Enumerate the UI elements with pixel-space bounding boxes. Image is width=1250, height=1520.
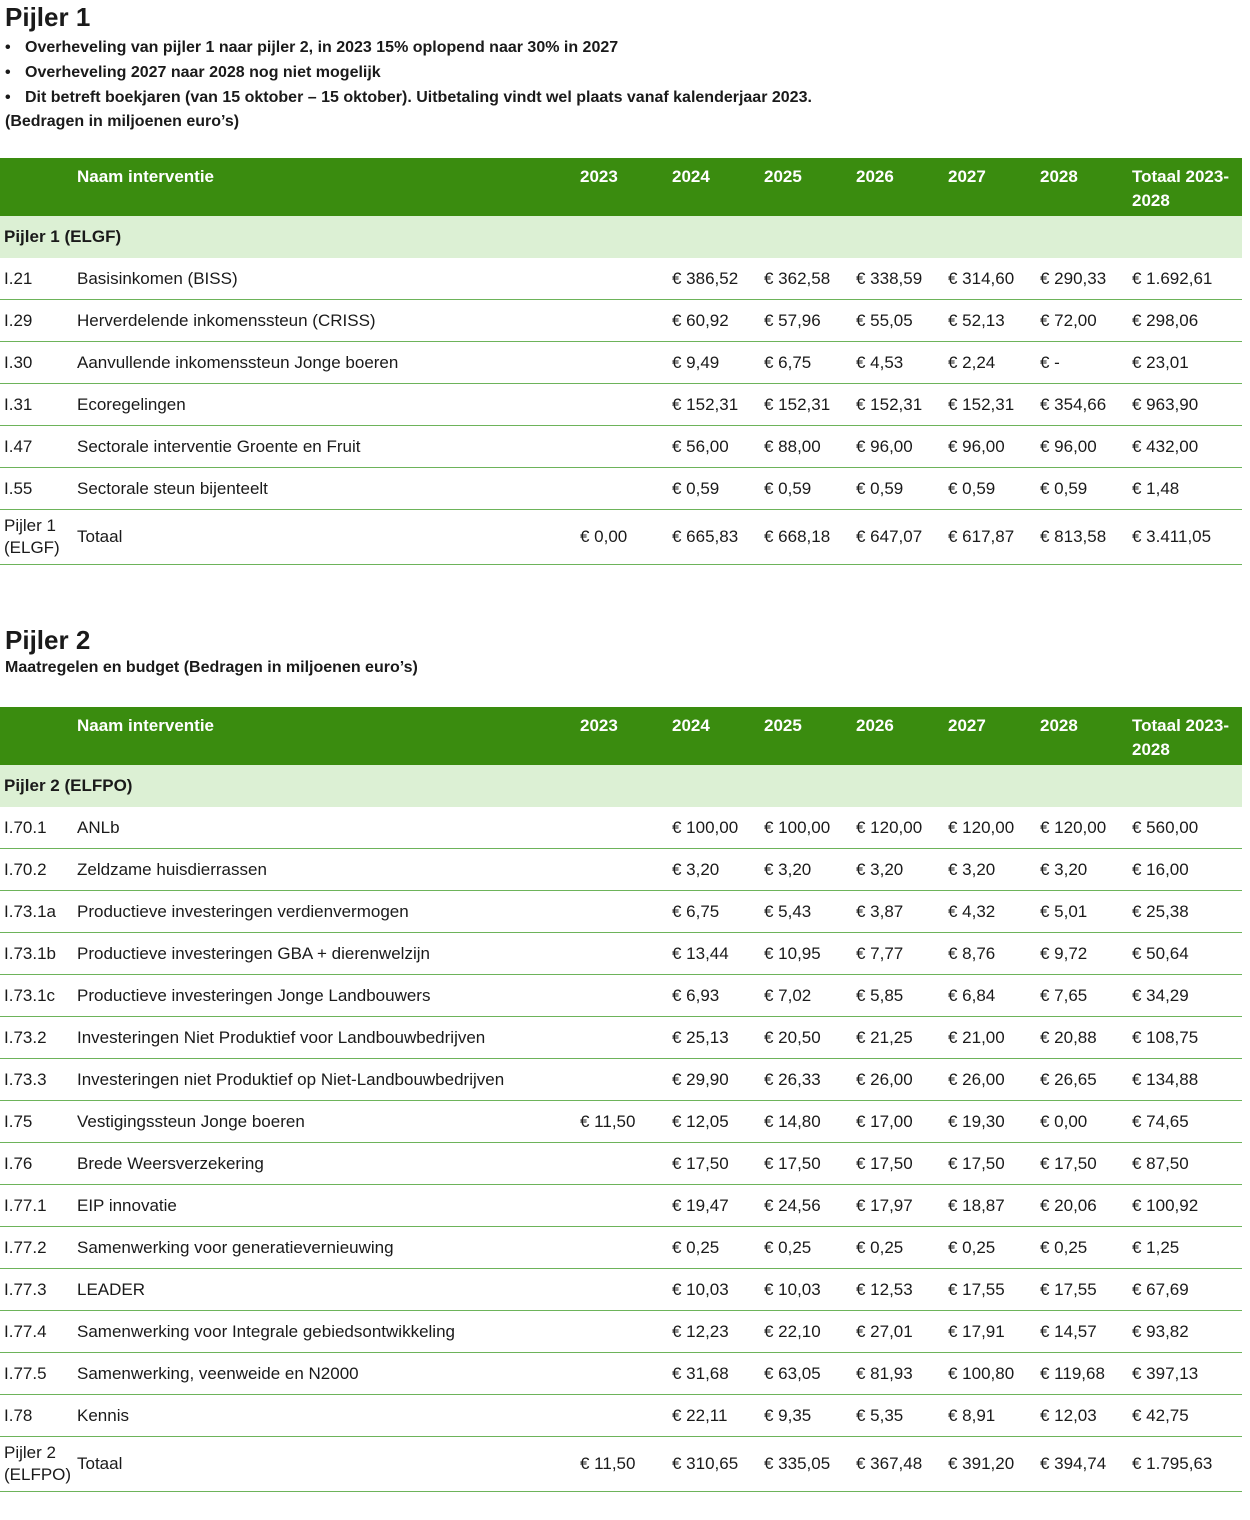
amount-cell: € 432,00	[1132, 426, 1242, 468]
amount-cell: € 152,31	[672, 384, 764, 426]
header-cell: 2027	[948, 158, 1040, 216]
total-code-line: Pijler 1	[4, 516, 56, 535]
table-row	[0, 1017, 1242, 1059]
total-code-line: (ELFPO)	[4, 1465, 72, 1484]
pijler1-notes	[0, 35, 1250, 110]
amount-cell: € 1,48	[1132, 468, 1242, 510]
amount-cell: € 0,00	[1040, 1101, 1132, 1143]
amount-cell: € 100,92	[1132, 1185, 1242, 1227]
amount-cell	[580, 1395, 672, 1437]
amount-cell: € 9,35	[764, 1395, 856, 1437]
amount-cell: € 88,00	[764, 426, 856, 468]
total-amount-cell: € 0,00	[580, 510, 672, 565]
amount-cell: € 17,50	[1040, 1143, 1132, 1185]
total-amount-cell: € 11,50	[580, 1437, 672, 1492]
amount-cell: € 119,68	[1040, 1353, 1132, 1395]
total-amount-cell: € 310,65	[672, 1437, 764, 1492]
table-row	[0, 342, 1242, 384]
intervention-name: Ecoregelingen	[77, 384, 580, 426]
amount-cell: € 100,00	[672, 807, 764, 849]
table-row	[0, 384, 1242, 426]
amount-cell: € 7,65	[1040, 975, 1132, 1017]
intervention-code: I.31	[0, 384, 77, 426]
intervention-name: ANLb	[77, 807, 580, 849]
amount-cell: € 0,59	[1040, 468, 1132, 510]
amount-cell: € 0,25	[948, 1227, 1040, 1269]
intervention-name: Samenwerking voor Integrale gebiedsontwikkeling	[77, 1311, 580, 1353]
total-amount-cell: € 617,87	[948, 510, 1040, 565]
amount-cell: € 8,76	[948, 933, 1040, 975]
group-row	[0, 216, 1242, 258]
amount-cell: € 5,01	[1040, 891, 1132, 933]
amount-cell: € 4,32	[948, 891, 1040, 933]
amount-cell: € 96,00	[948, 426, 1040, 468]
amount-cell	[580, 1311, 672, 1353]
amount-cell: € 42,75	[1132, 1395, 1242, 1437]
header-cell: 2027	[948, 707, 1040, 765]
amount-cell: € 24,56	[764, 1185, 856, 1227]
pijler2-subnote: Maatregelen en budget (Bedragen in miljoenen euro’s)	[5, 659, 418, 676]
amount-cell: € 26,33	[764, 1059, 856, 1101]
amount-cell: € 3,87	[856, 891, 948, 933]
amount-cell: € 397,13	[1132, 1353, 1242, 1395]
amount-cell	[580, 975, 672, 1017]
amount-cell: € 0,25	[672, 1227, 764, 1269]
amount-cell: € 560,00	[1132, 807, 1242, 849]
intervention-code: I.29	[0, 300, 77, 342]
intervention-code: I.75	[0, 1101, 77, 1143]
amount-cell: € 96,00	[856, 426, 948, 468]
intervention-code: I.76	[0, 1143, 77, 1185]
table-row	[0, 891, 1242, 933]
total-amount-cell: € 1.795,63	[1132, 1437, 1242, 1492]
intervention-name: Productieve investeringen GBA + dierenwelzijn	[77, 933, 580, 975]
header-cell: 2028	[1040, 707, 1132, 765]
table-row	[0, 1101, 1242, 1143]
amount-cell: € 22,11	[672, 1395, 764, 1437]
amount-cell: € 16,00	[1132, 849, 1242, 891]
amount-cell: € -	[1040, 342, 1132, 384]
amount-cell: € 354,66	[1040, 384, 1132, 426]
intervention-code: I.77.5	[0, 1353, 77, 1395]
amount-cell: € 17,50	[856, 1143, 948, 1185]
pijler1-subnote: (Bedragen in miljoenen euro’s)	[5, 113, 240, 130]
amount-cell: € 6,93	[672, 975, 764, 1017]
total-row	[0, 510, 1242, 565]
amount-cell	[580, 1059, 672, 1101]
amount-cell: € 120,00	[1040, 807, 1132, 849]
amount-cell: € 12,03	[1040, 1395, 1132, 1437]
header-cell: Totaal 2023-2028	[1132, 158, 1242, 216]
amount-cell: € 74,65	[1132, 1101, 1242, 1143]
amount-cell	[580, 300, 672, 342]
amount-cell: € 6,75	[764, 342, 856, 384]
amount-cell: € 12,05	[672, 1101, 764, 1143]
header-cell: 2024	[672, 707, 764, 765]
total-amount-cell: € 335,05	[764, 1437, 856, 1492]
total-label: Totaal	[77, 1437, 580, 1492]
amount-cell: € 9,49	[672, 342, 764, 384]
table-row	[0, 975, 1242, 1017]
amount-cell: € 20,06	[1040, 1185, 1132, 1227]
amount-cell: € 108,75	[1132, 1017, 1242, 1059]
amount-cell: € 17,00	[856, 1101, 948, 1143]
amount-cell: € 3,20	[764, 849, 856, 891]
amount-cell: € 338,59	[856, 258, 948, 300]
amount-cell: € 17,55	[948, 1269, 1040, 1311]
table-row	[0, 1185, 1242, 1227]
pijler2-intro	[0, 625, 1250, 679]
amount-cell: € 0,59	[764, 468, 856, 510]
amount-cell: € 100,00	[764, 807, 856, 849]
amount-cell: € 10,03	[764, 1269, 856, 1311]
amount-cell: € 31,68	[672, 1353, 764, 1395]
amount-cell: € 60,92	[672, 300, 764, 342]
intervention-name: Sectorale interventie Groente en Fruit	[77, 426, 580, 468]
amount-cell: € 72,00	[1040, 300, 1132, 342]
amount-cell: € 21,25	[856, 1017, 948, 1059]
amount-cell: € 20,50	[764, 1017, 856, 1059]
group-row	[0, 765, 1242, 807]
amount-cell: € 50,64	[1132, 933, 1242, 975]
intervention-name: Basisinkomen (BISS)	[77, 258, 580, 300]
intervention-code: I.78	[0, 1395, 77, 1437]
amount-cell: € 96,00	[1040, 426, 1132, 468]
amount-cell: € 1,25	[1132, 1227, 1242, 1269]
total-amount-cell: € 391,20	[948, 1437, 1040, 1492]
header-cell: 2023	[580, 707, 672, 765]
table-row	[0, 300, 1242, 342]
table-row	[0, 1311, 1242, 1353]
intervention-name: Investeringen Niet Produktief voor Landbouwbedrijven	[77, 1017, 580, 1059]
header-cell: 2024	[672, 158, 764, 216]
amount-cell: € 20,88	[1040, 1017, 1132, 1059]
table-header	[0, 158, 1242, 216]
header-cell: 2026	[856, 158, 948, 216]
amount-cell: € 290,33	[1040, 258, 1132, 300]
intervention-code: I.73.1a	[0, 891, 77, 933]
intervention-name: Samenwerking, veenweide en N2000	[77, 1353, 580, 1395]
intervention-code: I.30	[0, 342, 77, 384]
total-code-line: Pijler 2	[4, 1443, 56, 1462]
amount-cell: € 56,00	[672, 426, 764, 468]
amount-cell: € 23,01	[1132, 342, 1242, 384]
amount-cell	[580, 1017, 672, 1059]
intervention-name: EIP innovatie	[77, 1185, 580, 1227]
pijler1-title: Pijler 1	[5, 2, 91, 32]
amount-cell: € 10,03	[672, 1269, 764, 1311]
table-row	[0, 1269, 1242, 1311]
amount-cell: € 12,23	[672, 1311, 764, 1353]
table-row	[0, 468, 1242, 510]
header-cell	[0, 707, 77, 765]
intervention-name: Zeldzame huisdierrassen	[77, 849, 580, 891]
total-amount-cell: € 3.411,05	[1132, 510, 1242, 565]
intervention-code: I.73.1c	[0, 975, 77, 1017]
amount-cell: € 14,80	[764, 1101, 856, 1143]
amount-cell	[580, 258, 672, 300]
pijler1-table-body	[0, 216, 1242, 565]
total-amount-cell: € 367,48	[856, 1437, 948, 1492]
amount-cell: € 67,69	[1132, 1269, 1242, 1311]
amount-cell: € 55,05	[856, 300, 948, 342]
amount-cell: € 25,38	[1132, 891, 1242, 933]
amount-cell: € 6,84	[948, 975, 1040, 1017]
amount-cell	[580, 1227, 672, 1269]
table-row	[0, 1353, 1242, 1395]
intervention-code: I.77.3	[0, 1269, 77, 1311]
amount-cell: € 0,25	[764, 1227, 856, 1269]
amount-cell: € 27,01	[856, 1311, 948, 1353]
amount-cell: € 134,88	[1132, 1059, 1242, 1101]
amount-cell: € 152,31	[856, 384, 948, 426]
pijler1-intro	[0, 2, 1250, 133]
amount-cell: € 22,10	[764, 1311, 856, 1353]
table-row	[0, 1395, 1242, 1437]
amount-cell: € 963,90	[1132, 384, 1242, 426]
intervention-name: Productieve investeringen verdienvermogen	[77, 891, 580, 933]
intervention-code: I.73.2	[0, 1017, 77, 1059]
intervention-name: LEADER	[77, 1269, 580, 1311]
amount-cell: € 26,00	[948, 1059, 1040, 1101]
amount-cell: € 298,06	[1132, 300, 1242, 342]
intervention-code: I.73.3	[0, 1059, 77, 1101]
intervention-code: I.70.1	[0, 807, 77, 849]
intervention-code: I.73.1b	[0, 933, 77, 975]
amount-cell: € 18,87	[948, 1185, 1040, 1227]
note-item: • Overheveling 2027 naar 2028 nog niet mogelijk	[5, 64, 381, 81]
amount-cell: € 7,02	[764, 975, 856, 1017]
amount-cell: € 17,91	[948, 1311, 1040, 1353]
amount-cell	[580, 426, 672, 468]
amount-cell: € 3,20	[672, 849, 764, 891]
pijler2-title: Pijler 2	[5, 625, 91, 655]
amount-cell: € 7,77	[856, 933, 948, 975]
header-cell: 2026	[856, 707, 948, 765]
total-label: Totaal	[77, 510, 580, 565]
amount-cell	[580, 384, 672, 426]
total-amount-cell: € 813,58	[1040, 510, 1132, 565]
intervention-code: I.77.2	[0, 1227, 77, 1269]
amount-cell	[580, 1269, 672, 1311]
intervention-code: I.70.2	[0, 849, 77, 891]
amount-cell: € 57,96	[764, 300, 856, 342]
pijler2-table-body	[0, 765, 1242, 1492]
amount-cell: € 25,13	[672, 1017, 764, 1059]
amount-cell: € 314,60	[948, 258, 1040, 300]
amount-cell: € 12,53	[856, 1269, 948, 1311]
amount-cell: € 3,20	[1040, 849, 1132, 891]
table-row	[0, 1227, 1242, 1269]
intervention-code: I.55	[0, 468, 77, 510]
amount-cell: € 13,44	[672, 933, 764, 975]
amount-cell: € 120,00	[856, 807, 948, 849]
total-code-line: (ELGF)	[4, 538, 60, 557]
intervention-name: Sectorale steun bijenteelt	[77, 468, 580, 510]
amount-cell: € 1.692,61	[1132, 258, 1242, 300]
intervention-name: Vestigingssteun Jonge boeren	[77, 1101, 580, 1143]
intervention-code: I.47	[0, 426, 77, 468]
header-cell	[0, 158, 77, 216]
amount-cell: € 21,00	[948, 1017, 1040, 1059]
amount-cell: € 11,50	[580, 1101, 672, 1143]
amount-cell: € 0,59	[856, 468, 948, 510]
header-cell: Totaal 2023-2028	[1132, 707, 1242, 765]
amount-cell: € 2,24	[948, 342, 1040, 384]
header-cell: 2025	[764, 707, 856, 765]
amount-cell	[580, 1185, 672, 1227]
amount-cell: € 26,65	[1040, 1059, 1132, 1101]
amount-cell: € 152,31	[764, 384, 856, 426]
amount-cell: € 0,59	[948, 468, 1040, 510]
header-cell: 2028	[1040, 158, 1132, 216]
amount-cell: € 362,58	[764, 258, 856, 300]
table-row	[0, 933, 1242, 975]
amount-cell: € 3,20	[948, 849, 1040, 891]
table-row	[0, 258, 1242, 300]
intervention-name: Brede Weersverzekering	[77, 1143, 580, 1185]
amount-cell: € 63,05	[764, 1353, 856, 1395]
amount-cell: € 52,13	[948, 300, 1040, 342]
intervention-name: Kennis	[77, 1395, 580, 1437]
amount-cell: € 17,50	[948, 1143, 1040, 1185]
amount-cell: € 100,80	[948, 1353, 1040, 1395]
amount-cell: € 5,35	[856, 1395, 948, 1437]
amount-cell: € 19,30	[948, 1101, 1040, 1143]
note-item: • Dit betreft boekjaren (van 15 oktober – 15 oktober). Uitbetaling vindt wel plaats vanaf kalenderjaar 2023.	[5, 89, 812, 106]
amount-cell	[580, 1353, 672, 1395]
intervention-name: Aanvullende inkomenssteun Jonge boeren	[77, 342, 580, 384]
amount-cell: € 14,57	[1040, 1311, 1132, 1353]
group-label: Pijler 2 (ELFPO)	[0, 765, 1242, 807]
amount-cell: € 3,20	[856, 849, 948, 891]
amount-cell: € 19,47	[672, 1185, 764, 1227]
intervention-name: Investeringen niet Produktief op Niet-Landbouwbedrijven	[77, 1059, 580, 1101]
amount-cell: € 0,59	[672, 468, 764, 510]
header-cell: 2025	[764, 158, 856, 216]
header-cell: Naam interventie	[77, 158, 580, 216]
amount-cell: € 8,91	[948, 1395, 1040, 1437]
amount-cell	[580, 1143, 672, 1185]
amount-cell: € 17,50	[672, 1143, 764, 1185]
amount-cell	[580, 891, 672, 933]
amount-cell: € 87,50	[1132, 1143, 1242, 1185]
amount-cell: € 152,31	[948, 384, 1040, 426]
amount-cell: € 17,50	[764, 1143, 856, 1185]
amount-cell: € 0,25	[856, 1227, 948, 1269]
header-cell: 2023	[580, 158, 672, 216]
table-row	[0, 807, 1242, 849]
amount-cell: € 93,82	[1132, 1311, 1242, 1353]
pijler1-table	[0, 158, 1242, 565]
amount-cell: € 17,55	[1040, 1269, 1132, 1311]
amount-cell: € 5,85	[856, 975, 948, 1017]
amount-cell: € 10,95	[764, 933, 856, 975]
amount-cell	[580, 468, 672, 510]
amount-cell: € 81,93	[856, 1353, 948, 1395]
total-code	[0, 1437, 77, 1492]
table-row	[0, 426, 1242, 468]
intervention-name: Herverdelende inkomenssteun (CRISS)	[77, 300, 580, 342]
intervention-name: Samenwerking voor generatievernieuwing	[77, 1227, 580, 1269]
total-amount-cell: € 665,83	[672, 510, 764, 565]
total-amount-cell: € 668,18	[764, 510, 856, 565]
intervention-code: I.77.1	[0, 1185, 77, 1227]
table-row	[0, 1059, 1242, 1101]
amount-cell: € 6,75	[672, 891, 764, 933]
total-row	[0, 1437, 1242, 1492]
intervention-code: I.77.4	[0, 1311, 77, 1353]
note-item: • Overheveling van pijler 1 naar pijler 2, in 2023 15% oplopend naar 30% in 2027	[5, 39, 619, 56]
amount-cell: € 5,43	[764, 891, 856, 933]
total-amount-cell: € 647,07	[856, 510, 948, 565]
amount-cell: € 29,90	[672, 1059, 764, 1101]
amount-cell: € 17,97	[856, 1185, 948, 1227]
table-header	[0, 707, 1242, 765]
header-cell: Naam interventie	[77, 707, 580, 765]
amount-cell: € 0,25	[1040, 1227, 1132, 1269]
amount-cell: € 9,72	[1040, 933, 1132, 975]
intervention-name: Productieve investeringen Jonge Landbouwers	[77, 975, 580, 1017]
amount-cell	[580, 342, 672, 384]
amount-cell: € 386,52	[672, 258, 764, 300]
table-row	[0, 849, 1242, 891]
total-code	[0, 510, 77, 565]
amount-cell	[580, 933, 672, 975]
amount-cell: € 26,00	[856, 1059, 948, 1101]
amount-cell	[580, 807, 672, 849]
amount-cell: € 4,53	[856, 342, 948, 384]
amount-cell: € 120,00	[948, 807, 1040, 849]
amount-cell	[580, 849, 672, 891]
total-amount-cell: € 394,74	[1040, 1437, 1132, 1492]
table-row	[0, 1143, 1242, 1185]
amount-cell: € 34,29	[1132, 975, 1242, 1017]
pijler2-table	[0, 707, 1242, 1492]
intervention-code: I.21	[0, 258, 77, 300]
group-label: Pijler 1 (ELGF)	[0, 216, 1242, 258]
